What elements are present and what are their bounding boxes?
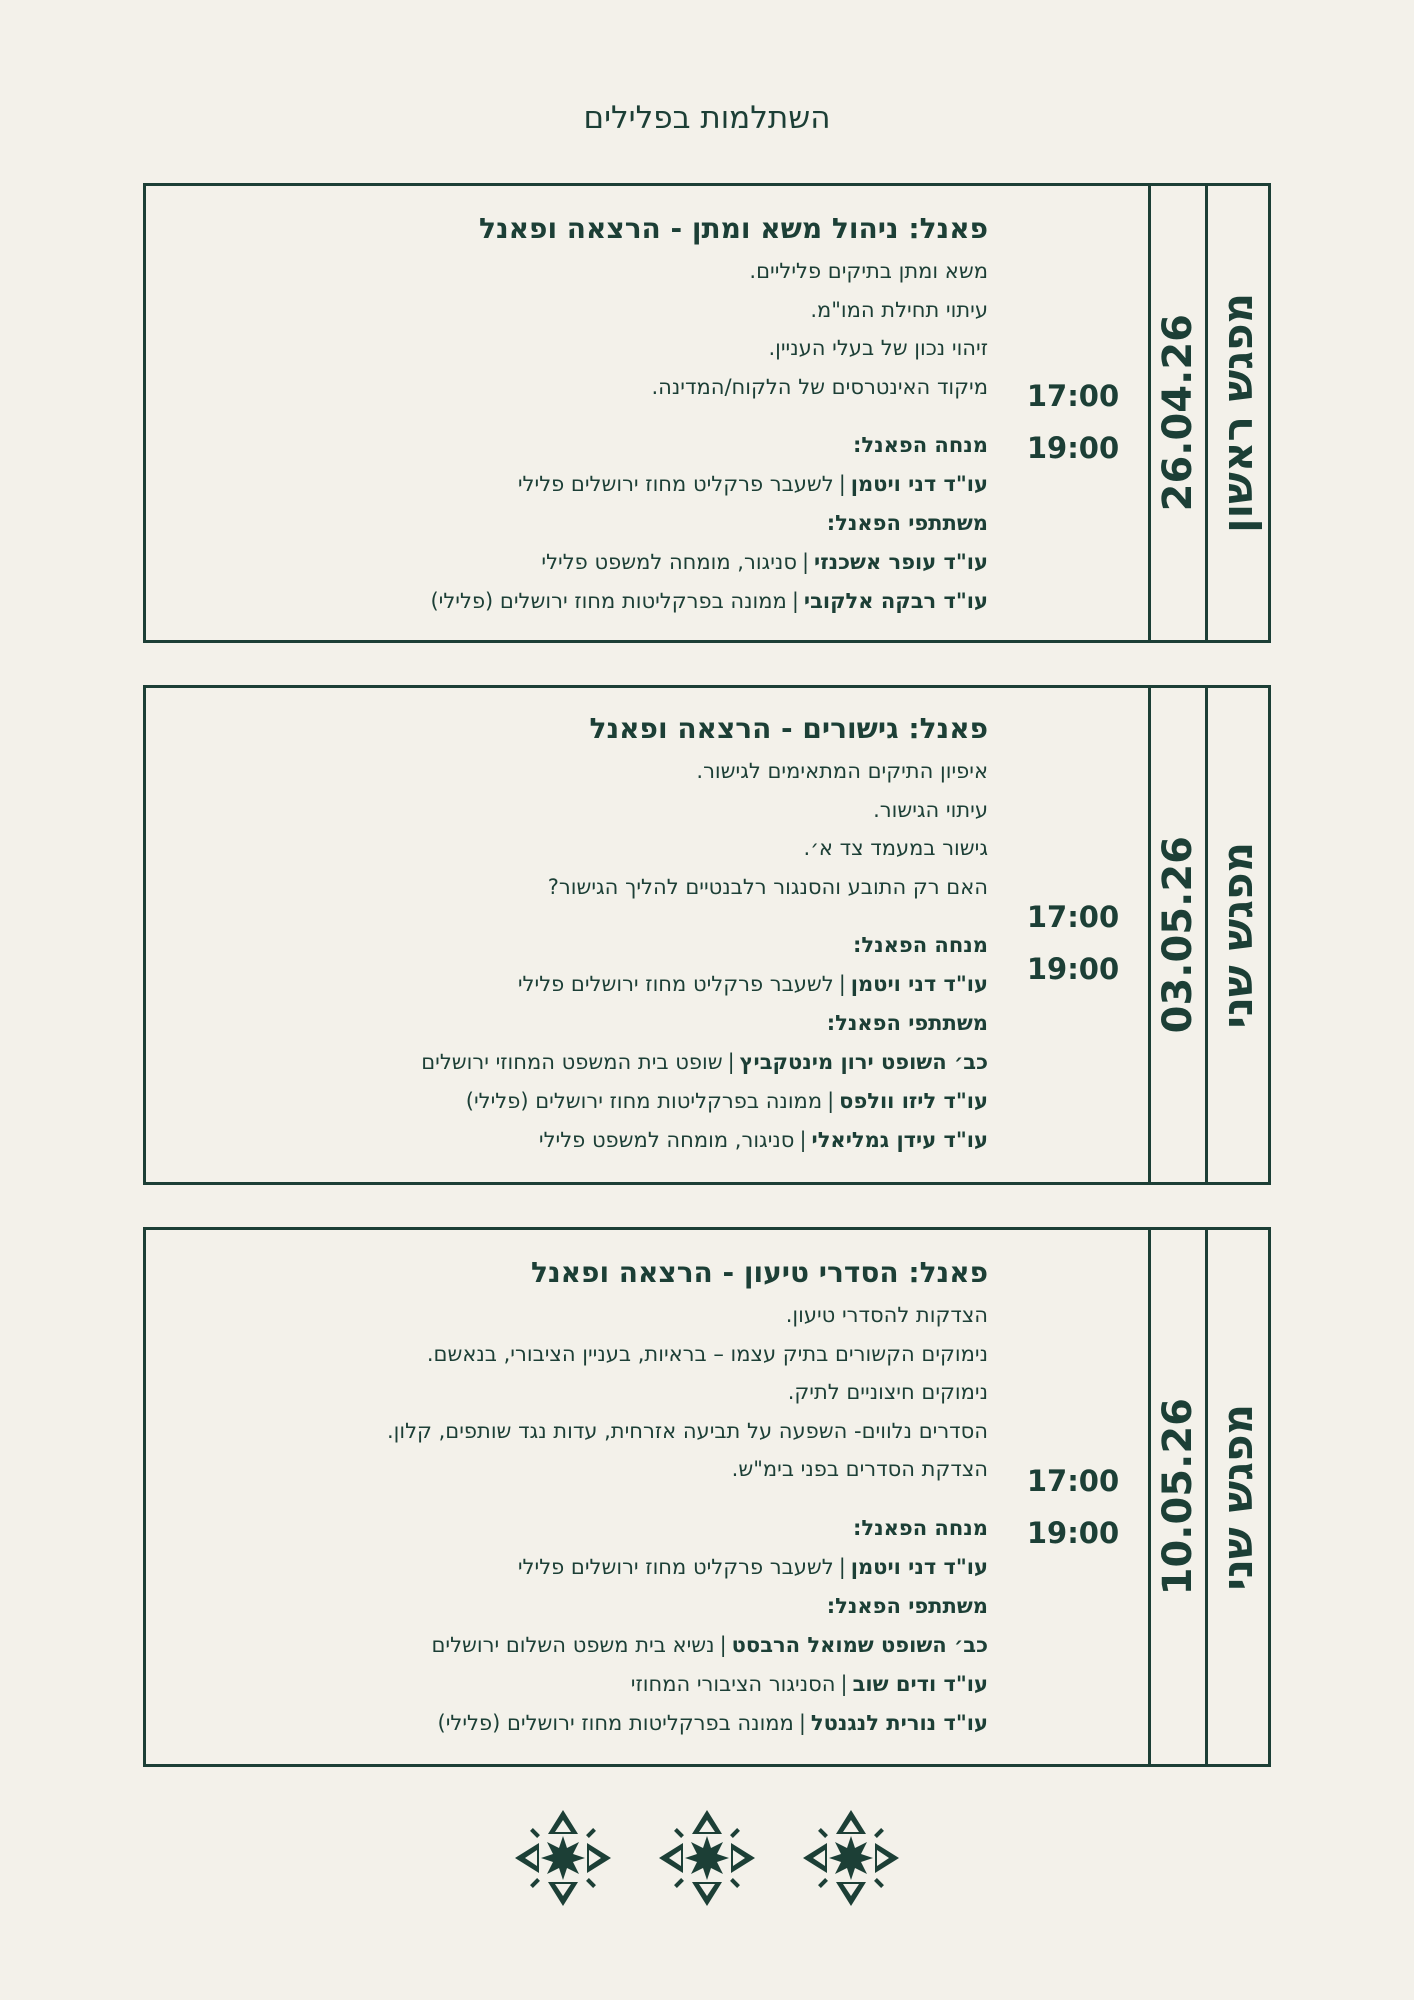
person-name: עו"ד דני ויטמן (850, 972, 988, 996)
person-role: ממונה בפרקליטות מחוז ירושלים (פלילי) (430, 589, 787, 613)
time-start: 17:00 (1026, 1464, 1120, 1498)
person-role: הסניגור הציבורי המחוזי (630, 1671, 836, 1696)
person-role: ממונה בפרקליטות מחוז ירושלים (פלילי) (465, 1089, 823, 1113)
time-start: 17:00 (1026, 379, 1120, 413)
person-name: כב׳ השופט שמואל הרבסט (731, 1632, 988, 1657)
ornament-row (0, 1808, 1414, 1908)
time-end: 19:00 (1026, 431, 1120, 465)
moderator: עו"ד דני ויטמן|לשעבר פרקליט מחוז ירושלים פלילי (517, 1554, 988, 1579)
topic-item: הסדרים נלווים- השפעה על תביעה אזרחית, עדות נגד שותפים, קלון. (386, 1418, 988, 1443)
session-name: מפגש שני (1213, 841, 1262, 1029)
topic-item: זיהוי נכון של בעלי העניין. (768, 336, 988, 360)
session-times (1018, 1455, 1128, 1559)
time-end: 19:00 (1026, 952, 1120, 986)
star-cross-ornament-icon (513, 1808, 613, 1908)
moderator: עו"ד דני ויטמן|לשעבר פרקליט מחוז ירושלים פלילי (517, 972, 988, 996)
session-date: 03.05.26 (1155, 836, 1201, 1034)
topic-item: האם רק התובע והסנגור רלבנטיים להליך הגישור? (547, 874, 988, 899)
topic-item: עיתוי הגישור. (873, 797, 988, 822)
person-name: עו"ד ודים שוב (852, 1671, 988, 1696)
person-role: שופט בית המשפט המחוזי ירושלים (421, 1050, 723, 1074)
panel-title: פאנל: הסדרי טיעון - הרצאה ופאנל (531, 1256, 988, 1289)
topic-item: נימוקים חיצוניים לתיק. (787, 1380, 988, 1404)
participant: עו"ד רבקה אלקובי|ממונה בפרקליטות מחוז ירושלים (פלילי) (430, 589, 988, 613)
person-role: סניגור, מומחה למשפט פלילי (538, 1128, 795, 1152)
session-2 (143, 685, 1271, 1185)
topic-item: מיקוד האינטרסים של הלקוח/המדינה. (651, 374, 988, 399)
participant: עו"ד ליזו וולפס|ממונה בפרקליטות מחוז ירושלים (פלילי) (465, 1089, 988, 1113)
panel-title: פאנל: ניהול משא ומתן - הרצאה ופאנל (479, 212, 988, 245)
topic-item: גישור במעמד צד א׳. (803, 836, 988, 860)
time-start: 17:00 (1026, 900, 1120, 934)
person-name: עו"ד נורית לנגנטל (810, 1710, 988, 1735)
person-name: עו"ד ליזו וולפס (839, 1089, 988, 1113)
star-cross-ornament-icon (801, 1808, 901, 1908)
person-name: עו"ד דני ויטמן (850, 472, 988, 496)
topic-item: איפיון התיקים המתאימים לגישור. (696, 759, 988, 783)
person-name: עו"ד רבקה אלקובי (803, 589, 988, 613)
participants-label: משתתפי הפאנל: (826, 511, 988, 535)
session-name: מפגש שני (1213, 1403, 1262, 1591)
person-role: לשעבר פרקליט מחוז ירושלים פלילי (517, 1554, 834, 1579)
person-name: עו"ד עידן גמליאלי (811, 1128, 988, 1152)
session-name-column (1208, 1230, 1268, 1764)
session-date-column (1148, 688, 1208, 1182)
session-date-column (1148, 1230, 1208, 1764)
person-role: לשעבר פרקליט מחוז ירושלים פלילי (517, 972, 834, 996)
session-date: 26.04.26 (1155, 314, 1201, 512)
participants-label: משתתפי הפאנל: (826, 1593, 988, 1618)
session-content (188, 710, 988, 1160)
participant: עו"ד נורית לנגנטל|ממונה בפרקליטות מחוז ירושלים (פלילי) (437, 1710, 988, 1735)
moderator-label: מנחה הפאנל: (852, 433, 988, 457)
participant: עו"ד עופר אשכנזי|סניגור, מומחה למשפט פלילי (541, 550, 988, 574)
session-name-column (1208, 688, 1268, 1182)
session-date: 10.05.26 (1155, 1398, 1201, 1596)
session-name: מפגש ראשון (1213, 293, 1262, 533)
topic-item: הצדקת הסדרים בפני בימ"ש. (731, 1457, 988, 1481)
participant: עו"ד עידן גמליאלי|סניגור, מומחה למשפט פלילי (538, 1128, 988, 1152)
star-cross-ornament-icon (657, 1808, 757, 1908)
person-role: נשיא בית משפט השלום ירושלים (431, 1632, 715, 1657)
person-role: סניגור, מומחה למשפט פלילי (541, 550, 797, 574)
session-content (188, 210, 988, 621)
topic-item: נימוקים הקשורים בתיק עצמו – בראיות, בעניין הציבורי, בנאשם. (426, 1341, 988, 1366)
session-content (188, 1254, 988, 1743)
session-date-column (1148, 186, 1208, 640)
person-role: ממונה בפרקליטות מחוז ירושלים (פלילי) (437, 1710, 794, 1735)
moderator-label: מנחה הפאנל: (852, 1515, 988, 1540)
topic-item: הצדקות להסדרי טיעון. (785, 1303, 988, 1327)
session-times (1018, 891, 1128, 995)
participants-label: משתתפי הפאנל: (826, 1011, 988, 1035)
time-end: 19:00 (1026, 1516, 1120, 1550)
panel-title: פאנל: גישורים - הרצאה ופאנל (589, 712, 988, 745)
session-name-column (1208, 186, 1268, 640)
topic-item: עיתוי תחילת המו"מ. (810, 297, 988, 322)
participant: עו"ד ודים שוב|הסניגור הציבורי המחוזי (630, 1671, 988, 1696)
session-3 (143, 1227, 1271, 1767)
moderator-label: מנחה הפאנל: (852, 933, 988, 957)
participant: כב׳ השופט ירון מינטקביץ|שופט בית המשפט המחוזי ירושלים (421, 1050, 988, 1074)
topic-item: משא ומתן בתיקים פליליים. (749, 259, 988, 283)
person-role: לשעבר פרקליט מחוז ירושלים פלילי (517, 472, 834, 496)
participant: כב׳ השופט שמואל הרבסט|נשיא בית משפט השלום ירושלים (431, 1632, 988, 1657)
moderator: עו"ד דני ויטמן|לשעבר פרקליט מחוז ירושלים פלילי (517, 472, 988, 496)
person-name: עו"ד דני ויטמן (850, 1554, 988, 1579)
page-title: השתלמות בפלילים (583, 100, 831, 136)
session-1 (143, 183, 1271, 643)
session-times (1018, 370, 1128, 474)
person-name: כב׳ השופט ירון מינטקביץ (739, 1050, 988, 1074)
person-name: עו"ד עופר אשכנזי (814, 550, 988, 574)
